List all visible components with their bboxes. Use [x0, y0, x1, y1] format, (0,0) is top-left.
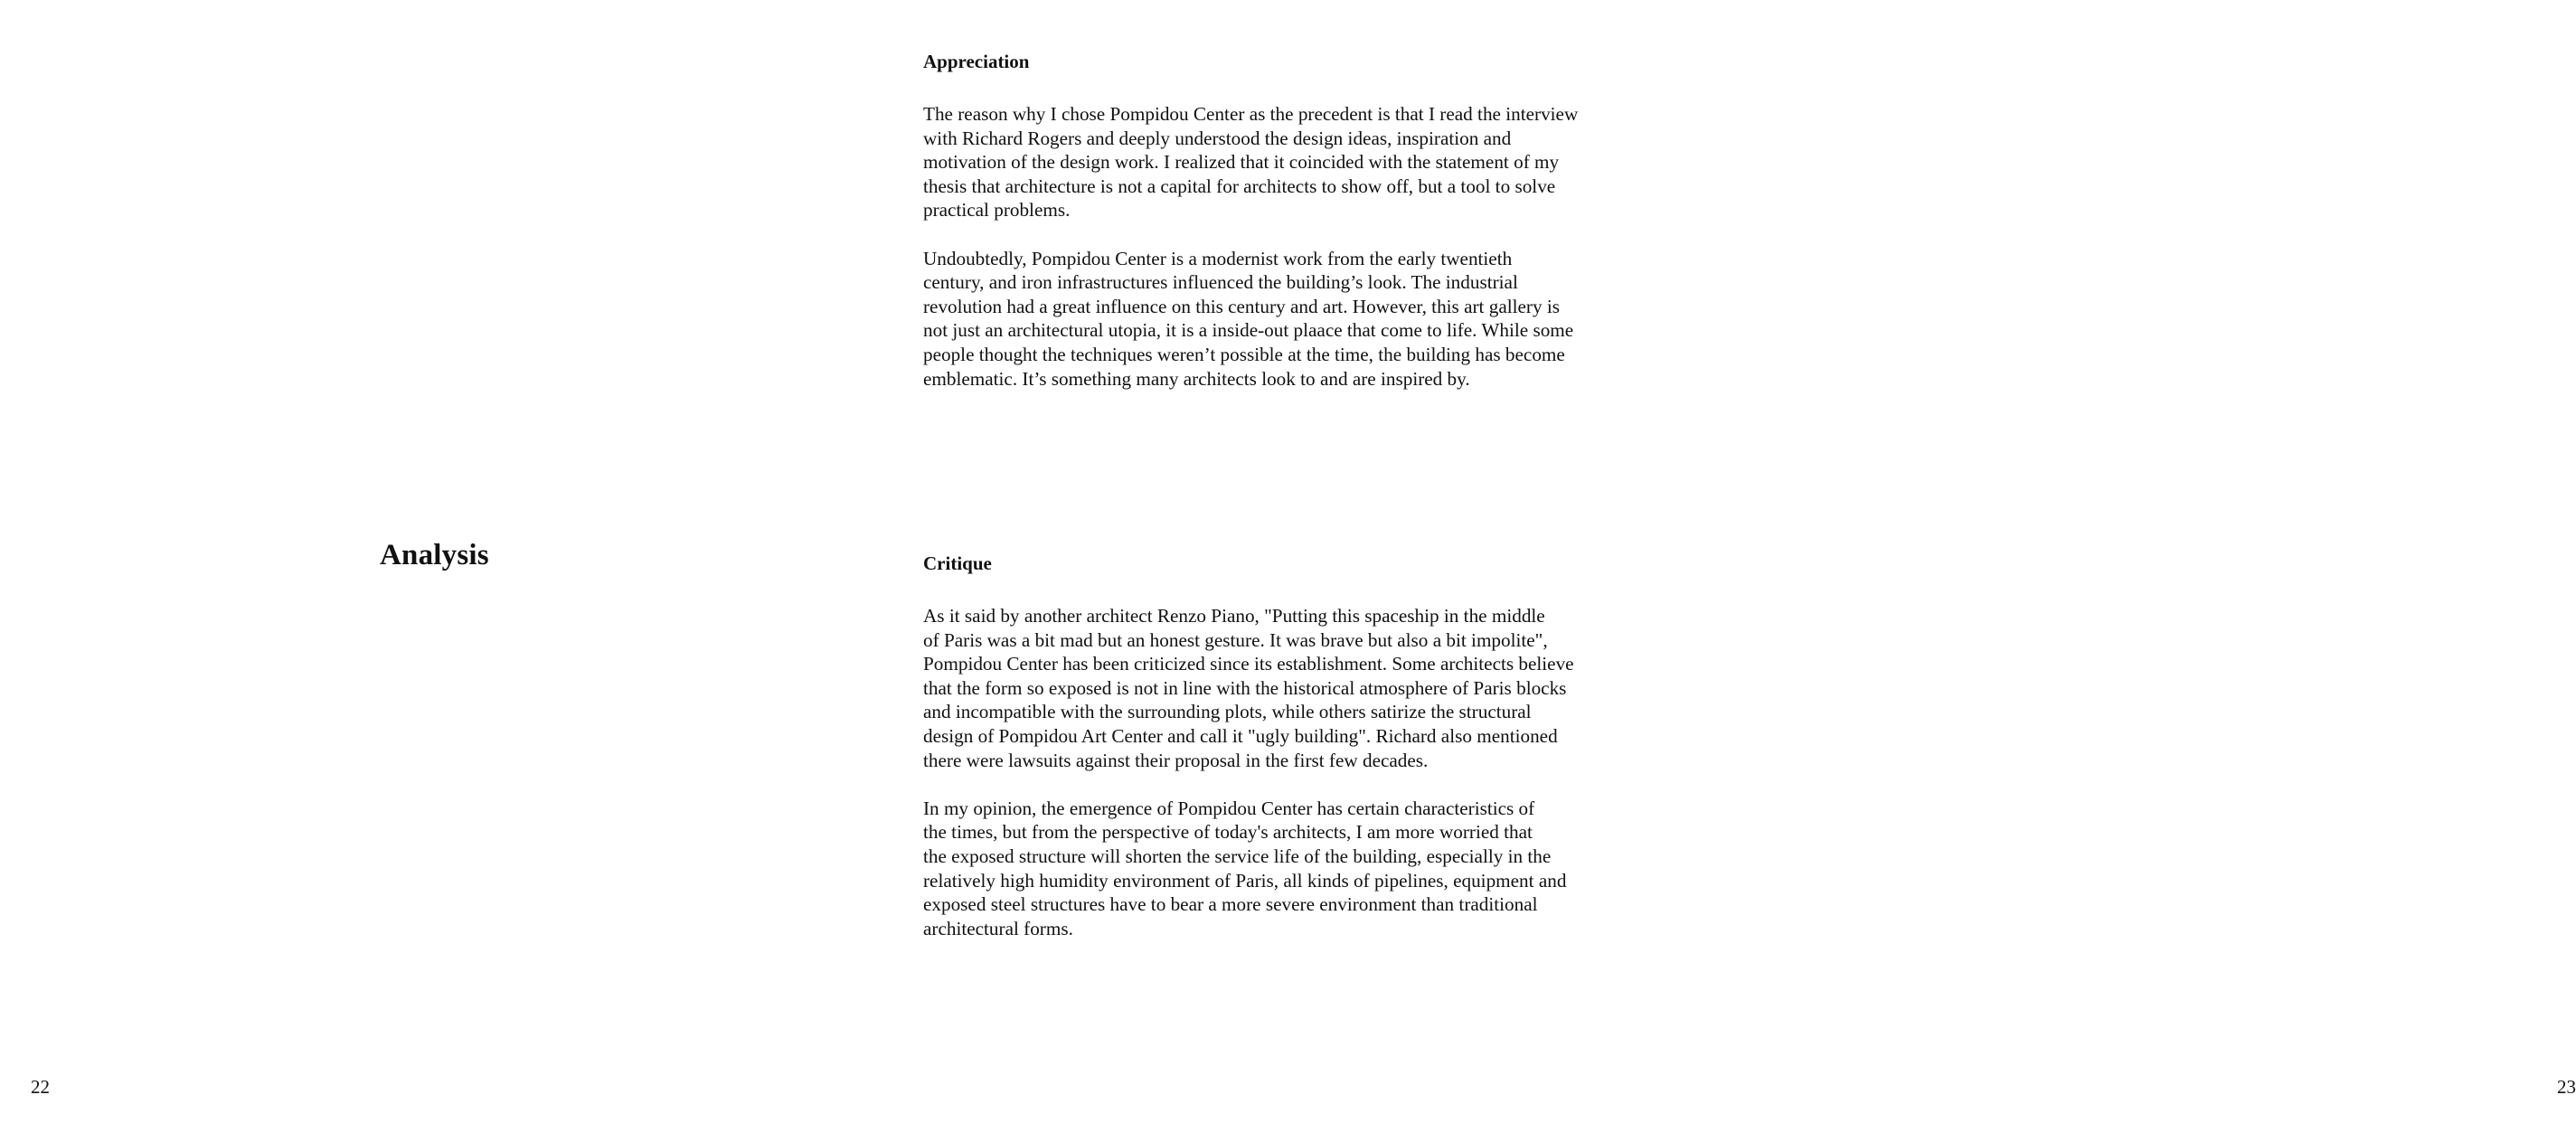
text-line: revolution had a great influence on this century and art. However, this art gallery is [923, 295, 1560, 317]
text-line: The reason why I chose Pompidou Center as the precedent is that I read the interview [923, 103, 1579, 125]
left-page [0, 0, 868, 1123]
text-line: thesis that architecture is not a capital for architects to show off, but a tool to solve [923, 175, 1556, 197]
appreciation-paragraph [923, 247, 1701, 392]
text-line: exposed steel structures have to bear a more severe environment than traditional [923, 893, 1538, 916]
text-line: and incompatible with the surrounding plots, while others satirize the structural [923, 701, 1532, 723]
text-line: architectural forms. [923, 917, 1073, 939]
text-line: with Richard Rogers and deeply understood the design ideas, inspiration and [923, 127, 1512, 149]
critique-paragraph [923, 604, 1701, 772]
text-line: people thought the techniques weren’t possible at the time, the building has become [923, 343, 1565, 365]
text-line: design of Pompidou Art Center and call it "ugly building". Richard also mentioned [923, 724, 1558, 747]
critique-section [923, 552, 1701, 965]
text-line: century, and iron infrastructures influenced the building’s look. The industrial [923, 271, 1518, 294]
appreciation-heading: Appreciation [923, 51, 1030, 72]
text-line: In my opinion, the emergence of Pompidou Center has certain characteristics of [923, 797, 1535, 819]
appreciation-paragraph [923, 102, 1701, 222]
page-number-right: 23 [2557, 1076, 2576, 1098]
text-line: As it said by another architect Renzo Piano, "Putting this spaceship in the middle [923, 605, 1545, 627]
page-number-left: 22 [31, 1076, 50, 1098]
text-line: motivation of the design work. I realized that it coincided with the statement of my [923, 151, 1560, 174]
text-line: practical problems. [923, 199, 1071, 222]
section-heading-analysis: Analysis [380, 539, 489, 571]
text-line: the times, but from the perspective of today's architects, I am more worried that [923, 821, 1533, 844]
appreciation-section [923, 50, 1701, 415]
text-line: emblematic. It’s something many architects look to and are inspired by. [923, 367, 1470, 390]
text-line: Pompidou Center has been criticized since its establishment. Some architects believe [923, 653, 1574, 675]
text-line: Undoubtedly, Pompidou Center is a modernist work from the early twentieth [923, 247, 1513, 269]
text-line: the exposed structure will shorten the service life of the building, especially in the [923, 845, 1552, 867]
text-line: there were lawsuits against their proposal in the first few decades. [923, 749, 1429, 771]
text-line: that the form so exposed is not in line with the historical atmosphere of Paris blocks [923, 676, 1567, 699]
critique-paragraph [923, 797, 1701, 941]
text-line: not just an architectural utopia, it is a inside-out plaace that come to life. While some [923, 319, 1574, 342]
text-line: relatively high humidity environment of Paris, all kinds of pipelines, equipment and [923, 869, 1567, 892]
text-line: of Paris was a bit mad but an honest gesture. It was brave but also a bit impolite", [923, 628, 1548, 651]
critique-heading: Critique [923, 552, 992, 574]
